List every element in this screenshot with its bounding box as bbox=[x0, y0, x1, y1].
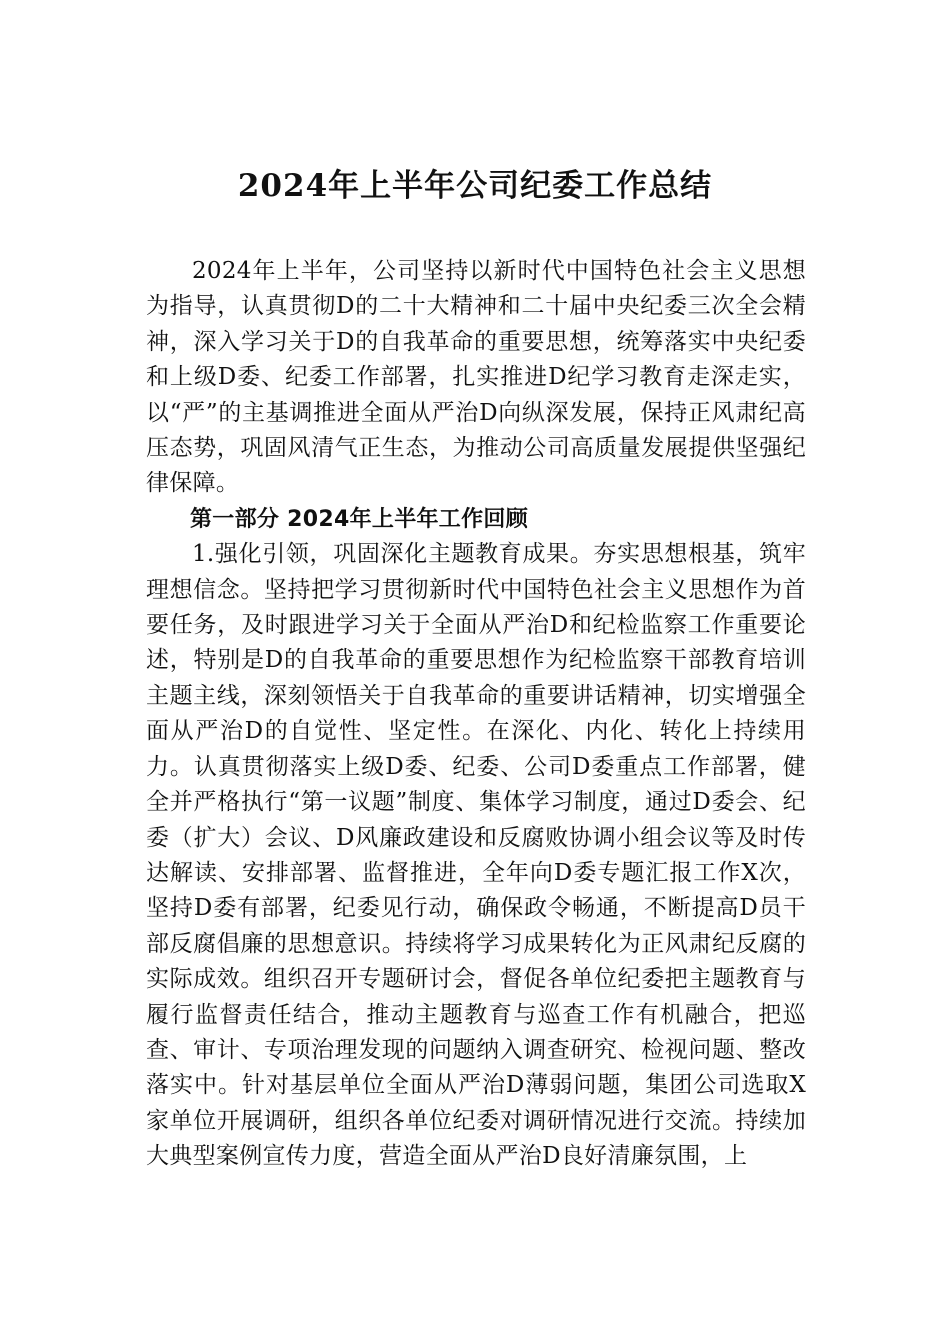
paragraph-1: 1.强化引领，巩固深化主题教育成果。夯实思想根基，筑牢理想信念。坚持把学习贯彻新时代中国特色社会主义思想作为首要任务，及时跟进学习关于全面从严治D和纪检监察工作重要论述，特别是D的自我革命的重要思想作为纪检监察干部教育培训主题主线，深刻领悟关于自我革命的重要讲话精神，切实增强全面从严治D的自觉性、坚定性。在深化、内化、转化上持续用力。认真贯彻落实上级D委、纪委、公司D委重点工作部署，健全并严格执行“第一议题”制度、集体学习制度，通过D委会、纪委（扩大）会议、D风廉政建设和反腐败协调小组会议等及时传达解读、安排部署、监督推进，全年向D委专题汇报工作X次，坚持D委有部署，纪委见行动，确保政令畅通，不断提高D员干部反腐倡廉的思想意识。持续将学习成果转化为正风肃纪反腐的实际成效。组织召开专题研讨会，督促各单位纪委把主题教育与履行监督责任结合，推动主题教育与巡查工作有机融合，把巡查、审计、专项治理发现的问题纳入调查研究、检视问题、整改落实中。针对基层单位全面从严治D薄弱问题，集团公司选取X家单位开展调研，组织各单位纪委对调研情况进行交流。持续加大典型案例宣传力度，营造全面从严治D良好清廉氛围，上 bbox=[146, 541, 806, 1170]
section-heading: 第一部分 2024年上半年工作回顾 bbox=[190, 506, 528, 532]
intro-paragraph: 2024年上半年，公司坚持以新时代中国特色社会主义思想为指导，认真贯彻D的二十大精神和二十届中央纪委三次全会精神，深入学习关于D的自我革命的重要思想，统筹落实中央纪委和上级D委、纪委工作部署，扎实推进D纪学习教育走深走实，以“严”的主基调推进全面从严治D向纵深发展，保持正风肃纪高压态势，巩固风清气正生态，为推动公司高质量发展提供坚强纪律保障。 bbox=[146, 258, 806, 497]
document-title: 2024年上半年公司纪委工作总结 bbox=[237, 168, 713, 204]
document-body bbox=[146, 254, 806, 1175]
